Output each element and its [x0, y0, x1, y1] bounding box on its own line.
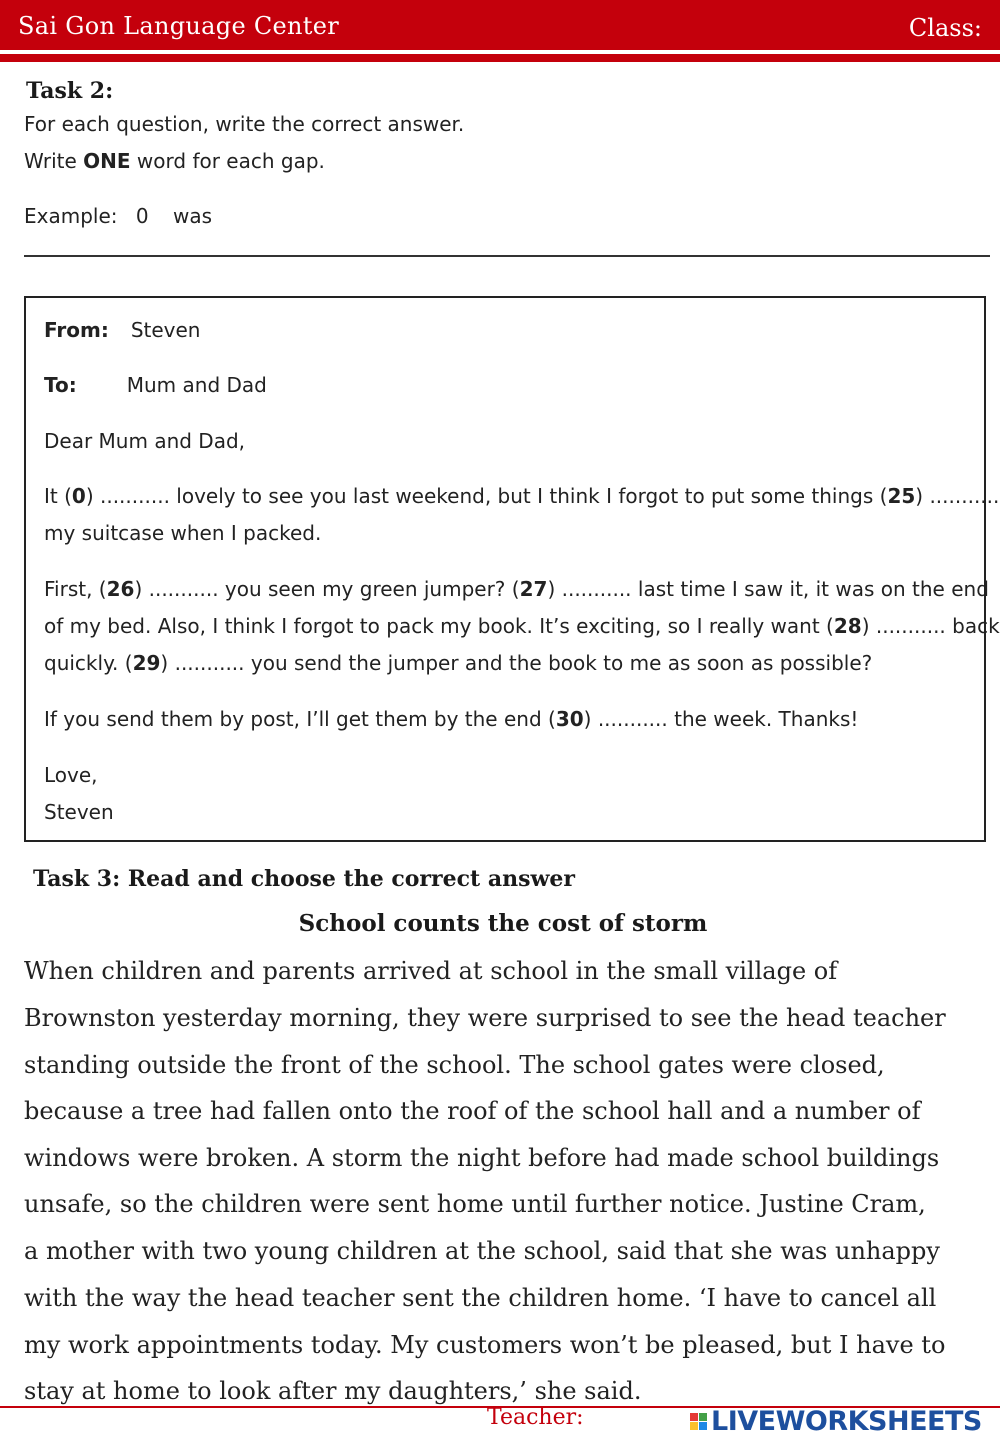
letter-text: ) ........... you seen my green jumper? (	[134, 577, 520, 601]
letter-paragraph-1-line-2: my suitcase when I packed.	[44, 521, 322, 545]
question-number: 26	[106, 577, 135, 601]
divider-rule	[24, 255, 990, 257]
letter-text: ) ........... back	[861, 614, 1000, 638]
question-number: 28	[833, 614, 862, 638]
story-line: stay at home to look after my daughters,’ she said.	[24, 1377, 642, 1405]
letter-text: ) ........... the week. Thanks!	[583, 707, 859, 731]
class-label: Class:	[908, 14, 982, 42]
letter-to	[44, 373, 267, 397]
letter-paragraph-2-line-3	[44, 651, 872, 675]
logo-square	[699, 1413, 707, 1421]
liveworksheets-logo-text: LIVEWORKSHEETS	[711, 1405, 982, 1437]
story-title: School counts the cost of storm	[298, 910, 708, 937]
letter-greeting: Dear Mum and Dad,	[44, 429, 246, 453]
letter-paragraph-3	[44, 707, 858, 731]
question-number: 0	[71, 484, 86, 508]
letter-text: ) ...........	[915, 484, 1000, 508]
letter-text: ) ........... you send the jumper and the book to me as soon as possible?	[160, 651, 873, 675]
task2-example	[24, 204, 212, 228]
instruction-text: word for each gap.	[130, 149, 325, 173]
from-value: Steven	[130, 318, 201, 342]
story-line: windows were broken. A storm the night before had made school buildings	[24, 1144, 940, 1172]
task2-instruction-1: For each question, write the correct answer.	[24, 112, 465, 136]
from-label: From:	[44, 318, 109, 342]
instruction-bold: ONE	[83, 149, 131, 173]
story-line: because a tree had fallen onto the roof of the school hall and a number of	[24, 1097, 921, 1125]
story-line: unsafe, so the children were sent home until further notice. Justine Cram,	[24, 1190, 926, 1218]
letter-text: If you send them by post, I’ll get them by the end (	[44, 707, 556, 731]
letter-text: It (	[44, 484, 72, 508]
header-underline	[0, 54, 1000, 62]
letter-paragraph-1-line-1	[44, 484, 999, 508]
logo-square	[690, 1413, 698, 1421]
logo-square	[699, 1422, 707, 1430]
letter-text: ) ........... last time I saw it, it was on the end	[547, 577, 989, 601]
example-number: 0	[135, 204, 149, 228]
letter-paragraph-2-line-1	[44, 577, 989, 601]
teacher-label: Teacher:	[487, 1405, 584, 1430]
task2-instruction-2	[24, 149, 325, 173]
story-line: with the way the head teacher sent the children home. ‘I have to cancel all	[24, 1284, 937, 1312]
letter-signature: Steven	[44, 800, 114, 824]
story-line: standing outside the front of the school. The school gates were closed,	[24, 1051, 885, 1079]
letter-text: First, (	[44, 577, 107, 601]
center-name: Sai Gon Language Center	[18, 12, 340, 40]
example-answer: was	[172, 204, 213, 228]
story-line: a mother with two young children at the school, said that she was unhappy	[24, 1237, 940, 1265]
letter-paragraph-2-line-2	[44, 614, 1000, 638]
task3-title: Task 3: Read and choose the correct answer	[33, 866, 575, 892]
story-line: my work appointments today. My customers won’t be pleased, but I have to	[24, 1331, 946, 1359]
question-number: 30	[555, 707, 584, 731]
story-line: When children and parents arrived at school in the small village of	[24, 957, 838, 985]
question-number: 29	[132, 651, 161, 675]
story-line: Brownston yesterday morning, they were surprised to see the head teacher	[24, 1004, 946, 1032]
letter-text: ) ........... lovely to see you last weekend, but I think I forgot to put some things (	[85, 484, 888, 508]
liveworksheets-logo-icon	[690, 1413, 707, 1430]
letter-text: quickly. (	[44, 651, 133, 675]
letter-closing: Love,	[44, 763, 98, 787]
letter-from	[44, 318, 201, 342]
question-number: 27	[519, 577, 548, 601]
letter-text: of my bed. Also, I think I forgot to pack my book. It’s exciting, so I really want (	[44, 614, 834, 638]
to-label: To:	[44, 373, 77, 397]
question-number: 25	[887, 484, 916, 508]
to-value: Mum and Dad	[126, 373, 267, 397]
liveworksheets-logo[interactable]	[690, 1406, 982, 1436]
task2-title: Task 2:	[26, 78, 114, 104]
instruction-text: Write	[24, 149, 84, 173]
logo-square	[690, 1422, 698, 1430]
example-label: Example:	[24, 204, 118, 228]
